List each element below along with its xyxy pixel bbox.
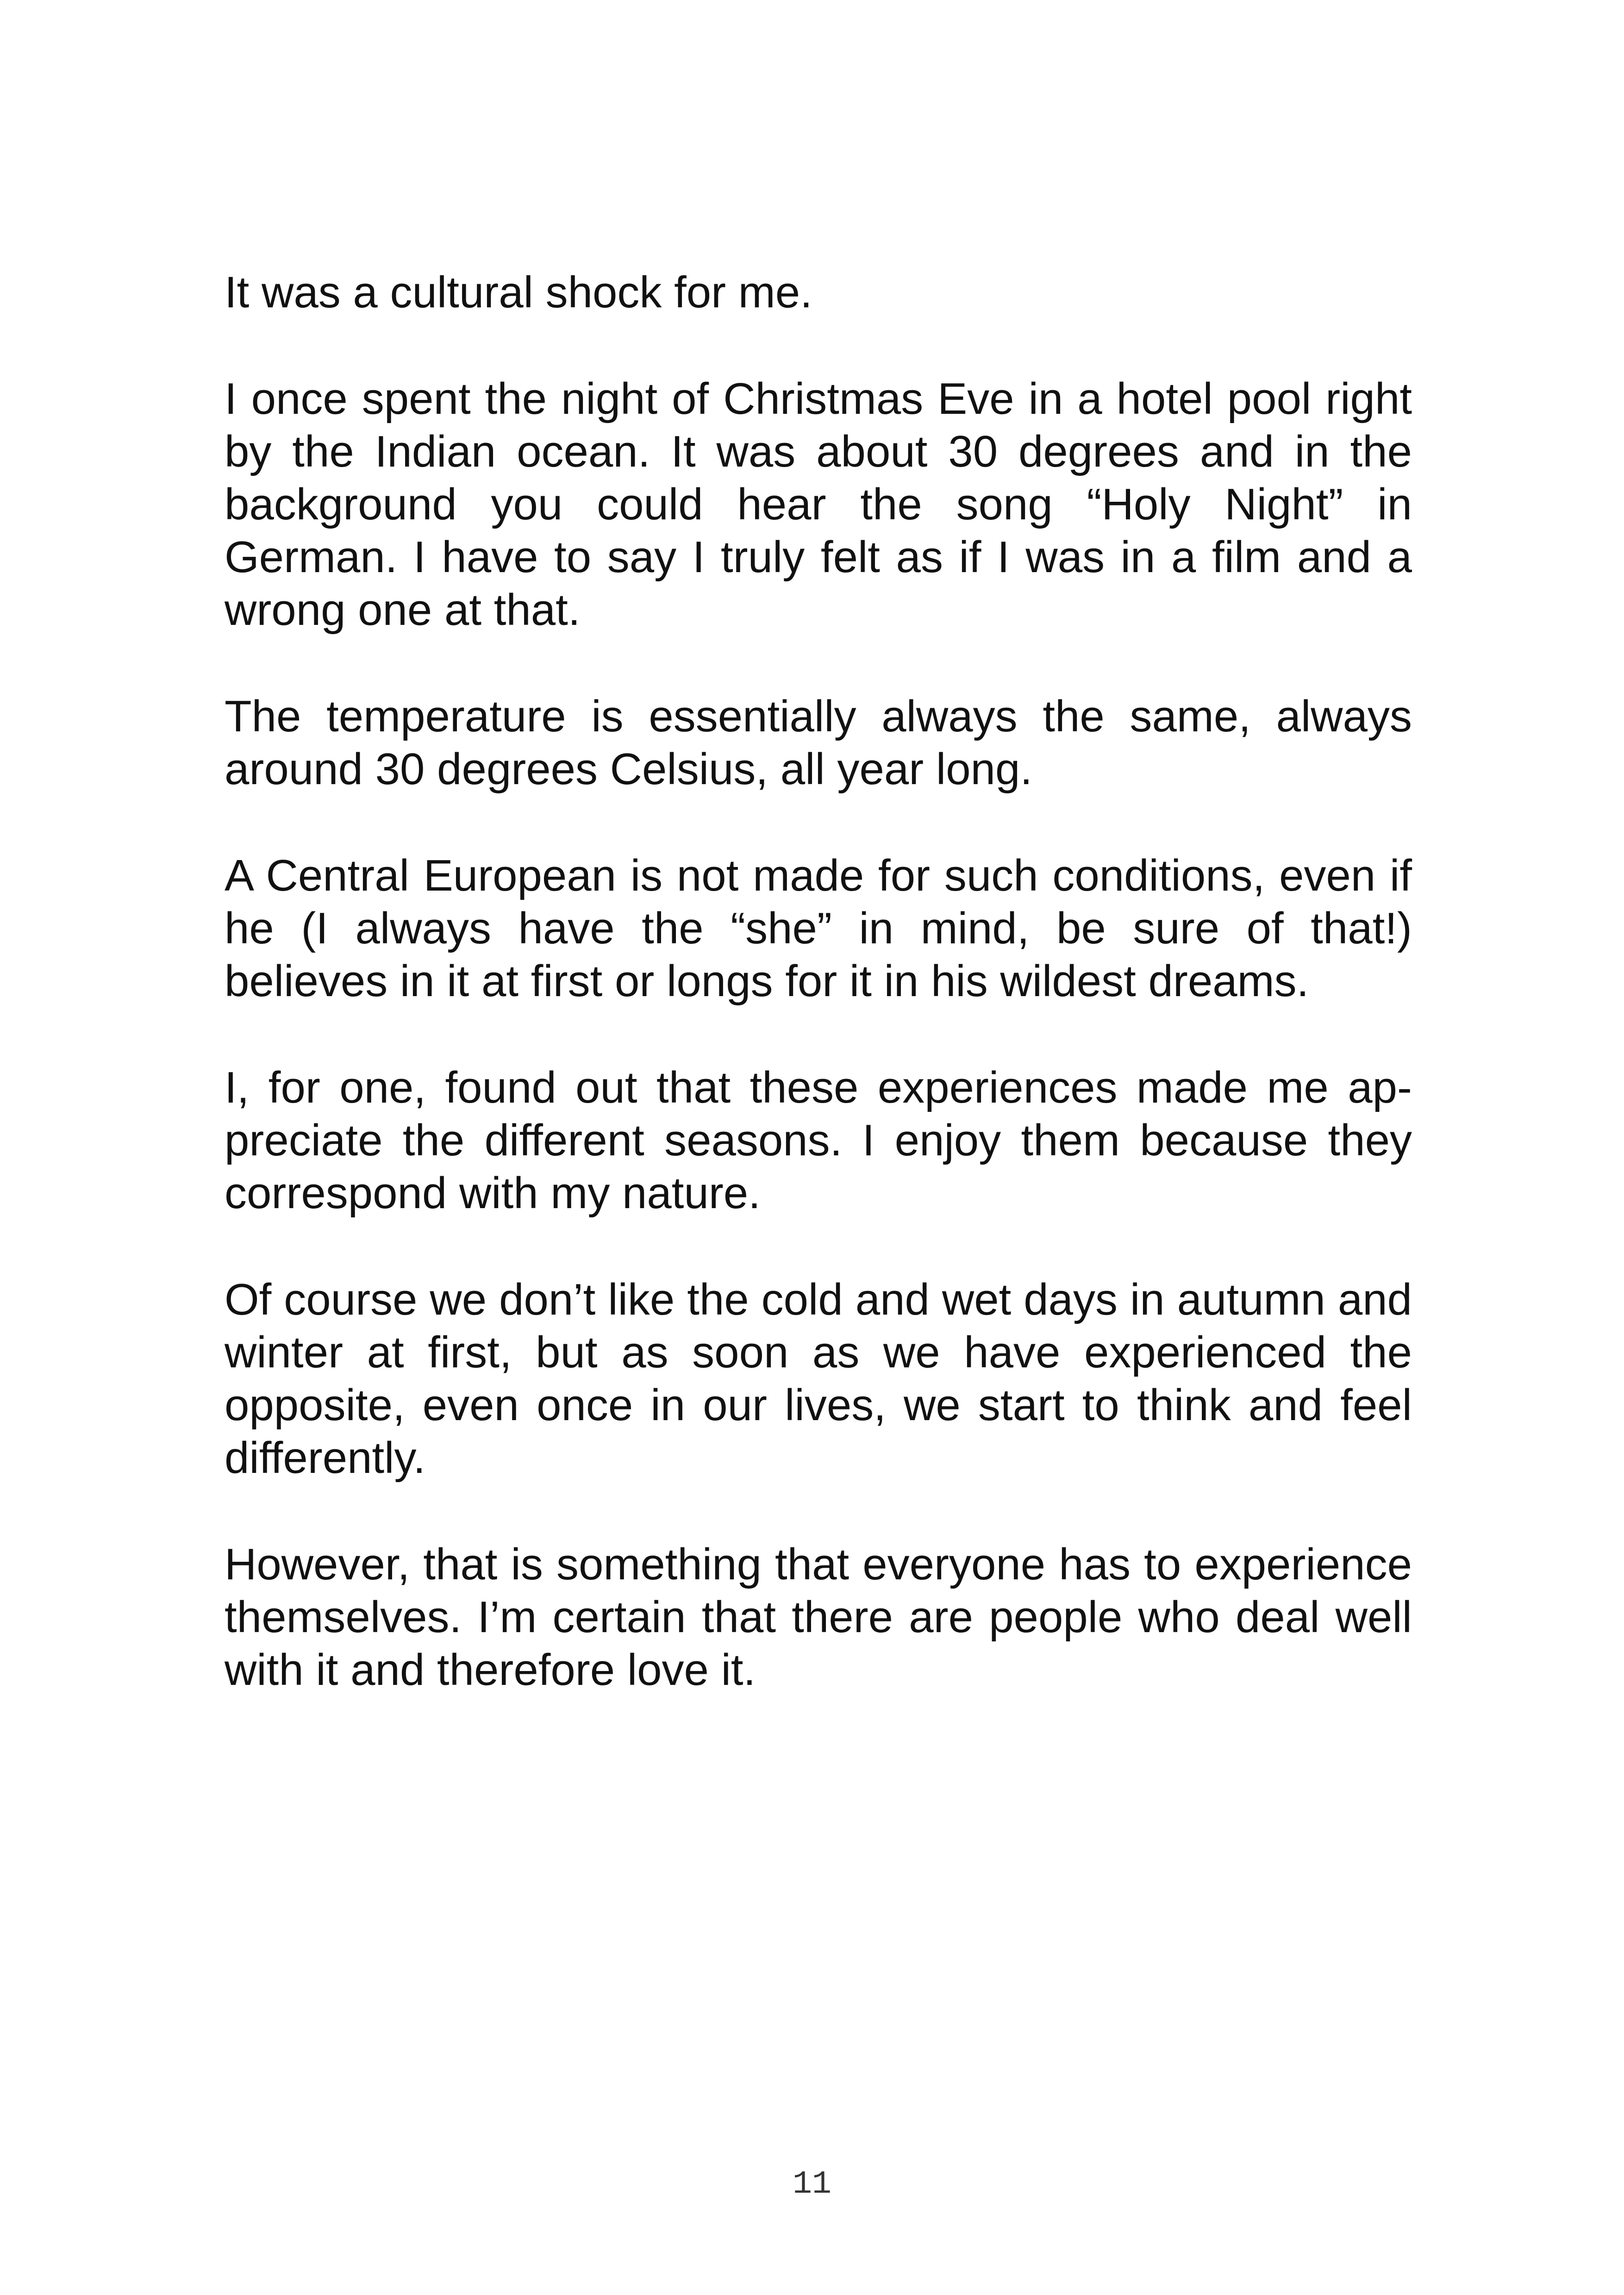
paragraph: I, for one, found out that these experiences made me appreciate the different seasons. I enjoy them because they correspond with my nature. bbox=[225, 1063, 1412, 1218]
paragraph: However, that is something that everyone has to experience themselves. I’m certain that there are people who deal well with it and therefore love it. bbox=[225, 1540, 1412, 1695]
paragraph: Of course we don’t like the cold and wet days in autumn and winter at first, but as soon as we have experienced the opposite, even once in our lives, we start to think and feel differently. bbox=[225, 1275, 1412, 1483]
page-number: 11 bbox=[792, 2166, 831, 2203]
paragraph: I once spent the night of Christmas Eve in a hotel pool right by the Indian ocean. It was about 30 degrees and in the background you could hear the song “Holy Night” in German. I have to say I truly felt as if I was in a film and a wrong one at that. bbox=[225, 374, 1412, 635]
body-text bbox=[225, 266, 1412, 1750]
paragraph: A Central European is not made for such conditions, even if he (I always have the “she” in mind, be sure of that!) believes in it at first or longs for it in his wildest dreams. bbox=[225, 851, 1412, 1006]
paragraph: It was a cultural shock for me. bbox=[225, 268, 812, 317]
paragraph: The temperature is essentially always the same, always around 30 degrees Celsius, all year long. bbox=[225, 692, 1412, 794]
